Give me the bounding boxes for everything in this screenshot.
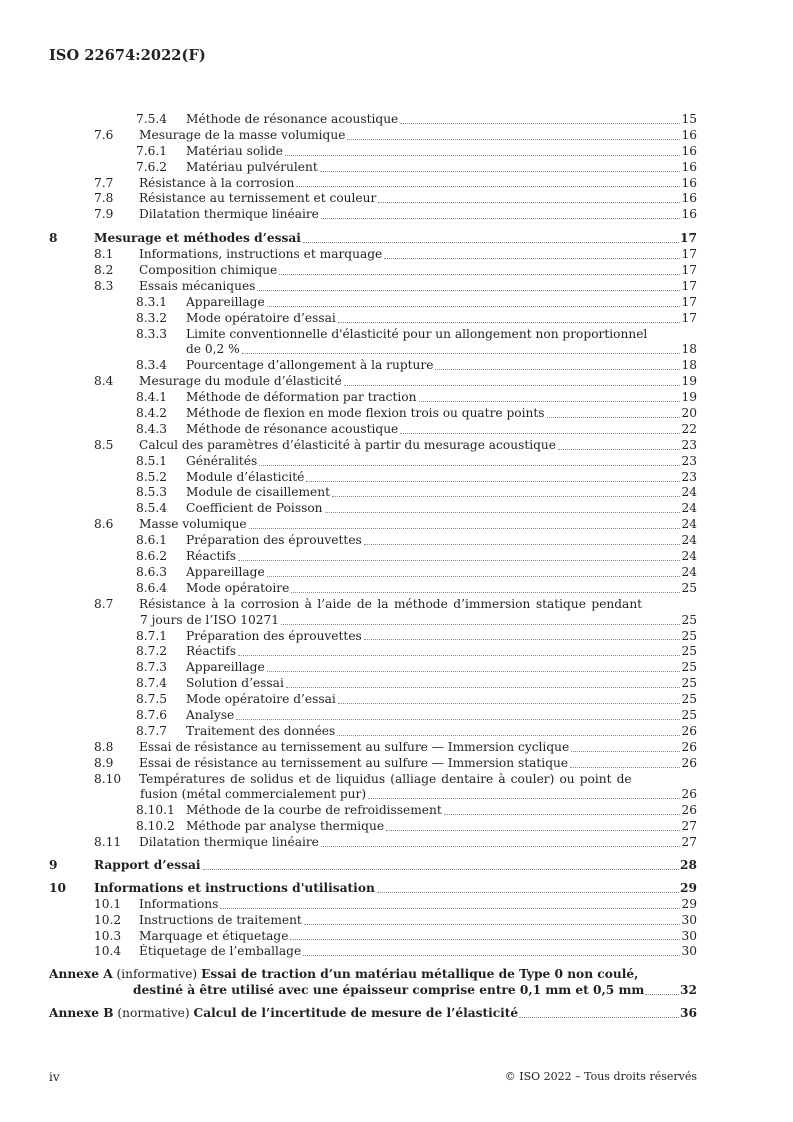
toc-entry-8-7-3[interactable] [49,660,697,676]
toc-title: Appareillage [186,660,265,675]
toc-number: 8.7.2 [136,644,168,659]
toc-title: Masse volumique [139,517,247,532]
toc-number: 8.4.1 [136,390,168,405]
toc-entry-8-7[interactable] [49,597,697,629]
toc-page: 27 [681,819,697,834]
toc-page: 24 [681,564,697,579]
toc-page: 19 [681,390,697,405]
toc-title: Résistance à la corrosion à l’aide de la méthode d’immersion statique pendant [139,596,643,611]
toc-number: 7.8 [94,191,114,206]
toc-title: Mode opératoire d’essai [186,310,336,325]
toc-entry-8-4-1[interactable] [49,390,697,406]
toc-entry-8-4[interactable] [49,374,697,390]
toc-entry-8-7-5[interactable] [49,692,697,708]
toc-entry-7-6-2[interactable] [49,160,697,176]
toc-title: Solution d’essai [186,676,284,691]
toc-page: 25 [681,612,697,627]
toc-title: Module d’élasticité [186,469,305,484]
dot-leader [558,448,681,450]
toc-number: 8.6.4 [136,580,168,595]
toc-page: 24 [681,549,697,564]
dot-leader [338,702,681,704]
toc-page: 20 [681,406,697,421]
toc-entry-7-9[interactable] [49,207,697,223]
dot-leader [377,891,679,893]
toc-entry-8-6-2[interactable] [49,549,697,565]
annex-title: Calcul de l’incertitude de mesure de l’élasticité [193,1006,519,1021]
dot-leader [257,289,680,291]
toc-title: Réactifs [186,644,237,659]
dot-leader [267,305,681,307]
dot-leader [547,416,681,418]
dot-leader [279,273,680,275]
dot-leader [419,400,681,402]
toc-title: Pourcentage d’allongement à la rupture [186,358,434,373]
toc-number: 10 [49,880,66,895]
dot-leader [203,868,679,870]
toc-page: 25 [681,644,697,659]
toc-page: 16 [681,207,697,222]
toc-number: 8.7.5 [136,692,168,707]
toc-page: 23 [681,437,697,452]
dot-leader [321,217,681,219]
toc-page: 25 [681,692,697,707]
toc-number: 7.6.2 [136,159,168,174]
dot-leader [320,170,681,172]
toc-page: 32 [680,983,697,998]
annex-label: Annexe A [49,967,113,982]
toc-title: Mesurage du module d’élasticité [139,374,342,389]
toc-page: 16 [681,143,697,158]
dot-leader [571,750,680,752]
dot-leader [378,201,680,203]
toc-title: Matériau solide [186,143,283,158]
dot-leader [364,543,681,545]
toc-number: 8.2 [94,263,114,277]
toc-page: 15 [681,111,697,126]
toc-title: Mode opératoire [186,580,290,595]
toc-entry-8-10[interactable] [49,772,697,804]
toc-entry-8-10-1[interactable] [49,803,697,819]
dot-leader [400,122,680,124]
toc-title: Traitement des données [186,723,336,738]
toc-page: 17 [681,294,697,309]
toc-page: 30 [681,912,697,927]
toc-number: 8.8 [94,739,114,754]
toc-number: 8.4.2 [136,406,168,421]
toc-title: Coefficient de Poisson [186,501,323,516]
dot-leader [249,527,681,529]
dot-leader [267,670,681,672]
toc-page: 29 [681,896,697,911]
toc-entry-7-7[interactable] [49,176,697,192]
toc-number: 10.3 [94,928,122,943]
dot-leader [347,138,680,140]
toc-entry-8-4-2[interactable] [49,406,697,422]
toc-page: 17 [681,263,697,277]
toc-entry-8-2[interactable] [49,263,697,279]
toc-title: Essais mécaniques [139,278,256,293]
toc-entry-8-3-2[interactable] [49,311,697,327]
toc-entry-8-7-1[interactable] [49,629,697,645]
toc-entry-8-1[interactable] [49,247,697,263]
dot-leader [304,923,681,925]
toc-number: 8.6 [94,517,114,532]
toc-title: Marquage et étiquetage [139,928,289,943]
toc-title: Mesurage de la masse volumique [139,127,346,142]
dot-leader [645,993,679,995]
dot-leader [285,154,681,156]
toc-entry-10[interactable] [49,881,697,897]
copyright-notice: © ISO 2022 – Tous droits réservés [504,1070,697,1083]
toc-title: Matériau pulvérulent [186,159,318,174]
toc-number: 7.5.4 [136,111,168,126]
toc-number: 8.6.2 [136,549,168,564]
toc-entry-8-6-3[interactable] [49,565,697,581]
toc-page: 24 [681,517,697,532]
toc-title: Informations [139,896,219,911]
toc-number: 8.10.2 [136,819,175,834]
annex-kind: (normative) [117,1006,190,1021]
toc-title: Méthode de résonance acoustique [186,111,399,126]
toc-number: 7.6.1 [136,143,168,158]
toc-page: 17 [681,278,697,293]
dot-leader [384,257,680,259]
toc-entry-annex-a[interactable] [49,967,697,999]
toc-entry-8-5-2[interactable] [49,470,697,486]
toc-number: 8.7 [94,596,114,611]
toc-entry-7-5-4[interactable] [49,112,697,128]
toc-number: 8.10.1 [136,803,175,818]
toc-title: Appareillage [186,564,265,579]
toc-title: Méthode de la courbe de refroidissement [186,803,442,818]
toc-number: 8.3 [94,278,114,293]
toc-number: 10.4 [94,944,122,959]
toc-entry-8-5[interactable] [49,438,697,454]
toc-number: 8.5.3 [136,485,168,500]
toc-page: 26 [681,755,697,770]
toc-entry-8-5-4[interactable] [49,501,697,517]
toc-page: 18 [681,358,697,373]
toc-page: 24 [681,533,697,548]
toc-page: 16 [681,175,697,190]
toc-number: 8.3.4 [136,358,168,373]
dot-leader [386,829,680,831]
toc-title: Préparation des éprouvettes [186,628,362,643]
toc-title: Appareillage [186,294,265,309]
dot-leader [519,1016,679,1018]
toc-title: Mode opératoire d’essai [186,692,336,707]
toc-page: 25 [681,707,697,722]
toc-number: 8.9 [94,755,114,770]
toc-title: Composition chimique [139,263,278,277]
toc-entry-8-3-3[interactable] [49,327,697,359]
dot-leader [364,638,681,640]
dot-leader [303,241,679,243]
document-id: ISO 22674:2022(F) [49,47,206,64]
toc-page: 24 [681,485,697,500]
toc-page: 24 [681,501,697,516]
toc-entry-8-7-6[interactable] [49,708,697,724]
dot-leader [332,495,680,497]
toc-number: 8.3.1 [136,294,168,309]
toc-number: 8.4.3 [136,421,168,436]
toc-number: 8.11 [94,835,122,850]
toc-page: 18 [681,342,697,357]
toc-title: Informations, instructions et marquage [139,247,383,262]
toc-entry-annex-b[interactable] [49,1006,697,1022]
toc-title: Réactifs [186,549,237,564]
toc-title: Rapport d’essai [94,858,201,872]
toc-entry-8-6-4[interactable] [49,581,697,597]
dot-leader [321,845,681,847]
dot-leader [267,575,681,577]
toc-number: 8.5.2 [136,469,168,484]
toc-page: 16 [681,159,697,174]
toc-page: 36 [680,1006,697,1021]
dot-leader [296,185,680,187]
toc-page: 25 [681,628,697,643]
toc-number: 7.7 [94,175,114,190]
dot-leader [236,718,680,720]
toc-number: 8.6.3 [136,564,168,579]
toc-number: 8.4 [94,374,114,389]
toc-entry-8-3[interactable] [49,279,697,295]
toc-entry-7-6-1[interactable] [49,144,697,160]
toc-title-continued: de 0,2 % [186,342,240,357]
toc-page: 16 [681,191,697,206]
toc-title: Dilatation thermique linéaire [139,207,319,222]
annex-title-continued: destiné à être utilisé avec une épaisseur comprise entre 0,1 mm et 0,5 mm [133,983,645,998]
toc-page: 28 [680,858,697,872]
toc-entry-8-9[interactable] [49,756,697,772]
toc-entry-9[interactable] [49,858,697,874]
table-of-contents [49,112,697,1022]
dot-leader [238,654,680,656]
toc-page: 19 [681,374,697,389]
dot-leader [344,384,681,386]
dot-leader [337,734,680,736]
dot-leader [290,938,680,940]
toc-number: 7.9 [94,207,114,222]
dot-leader [306,480,680,482]
toc-number: 8.10 [94,771,122,786]
toc-entry-7-8[interactable] [49,191,697,207]
toc-entry-10-2[interactable] [49,913,697,929]
toc-title: Calcul des paramètres d’élasticité à partir du mesurage acoustique [139,437,556,452]
toc-title: Étiquetage de l’emballage [139,944,302,959]
toc-number: 8.7.3 [136,660,168,675]
toc-number: 8.7.1 [136,628,168,643]
toc-entry-10-1[interactable] [49,897,697,913]
toc-number: 7.6 [94,127,114,142]
toc-title: Mesurage et méthodes d’essai [94,231,301,246]
toc-page: 27 [681,835,697,850]
dot-leader [242,352,681,354]
toc-page: 25 [681,676,697,691]
toc-entry-8[interactable] [49,231,697,247]
toc-page: 23 [681,453,697,468]
toc-number: 8.6.1 [136,533,168,548]
toc-page: 25 [681,660,697,675]
dot-leader [435,368,680,370]
toc-entry-8-7-4[interactable] [49,676,697,692]
toc-title: Résistance au ternissement et couleur [139,191,377,206]
toc-title: Analyse [186,707,235,722]
toc-page: 22 [681,421,697,436]
toc-page: 26 [681,723,697,738]
toc-page: 29 [680,880,697,895]
toc-number: 8.5.1 [136,453,168,468]
toc-number: 8.5.4 [136,501,168,516]
toc-entry-8-10-2[interactable] [49,819,697,835]
dot-leader [238,559,680,561]
toc-entry-10-4[interactable] [49,944,697,960]
annex-label: Annexe B [49,1006,114,1021]
toc-page: 16 [681,127,697,142]
toc-title: Préparation des éprouvettes [186,533,362,548]
toc-number: 8.3.3 [136,326,168,341]
toc-number: 9 [49,858,58,872]
dot-leader [291,591,680,593]
toc-title: Limite conventionnelle d'élasticité pour un allongement non proportionnel [186,326,648,341]
toc-entry-10-3[interactable] [49,929,697,945]
toc-page: 17 [680,231,697,246]
toc-entry-8-3-1[interactable] [49,295,697,311]
toc-entry-8-7-7[interactable] [49,724,697,740]
toc-entry-7-6[interactable] [49,128,697,144]
dot-leader [220,907,680,909]
dot-leader [400,432,680,434]
toc-page: 26 [681,787,697,802]
toc-title: Essai de résistance au ternissement au sulfure — Immersion statique [139,755,569,770]
toc-page: 17 [681,310,697,325]
toc-entry-8-8[interactable] [49,740,697,756]
toc-entry-8-7-2[interactable] [49,644,697,660]
toc-page: 30 [681,944,697,959]
toc-title: Températures de solidus et de liquidus (alliage dentaire à couler) ou point de [139,771,632,786]
toc-title-continued: fusion (métal commercialement pur) [140,787,367,802]
toc-entry-8-11[interactable] [49,835,697,851]
toc-title: Instructions de traitement [139,912,302,927]
toc-title: Généralités [186,453,258,468]
toc-title: Méthode de flexion en mode flexion trois ou quatre points [186,406,545,421]
toc-title: Dilatation thermique linéaire [139,835,319,850]
toc-page: 26 [681,803,697,818]
toc-page: 26 [681,739,697,754]
toc-number: 8.3.2 [136,310,168,325]
toc-entry-8-6[interactable] [49,517,697,533]
dot-leader [281,623,680,625]
toc-title: Module de cisaillement [186,485,331,500]
annex-title: Essai de traction d’un matériau métallique de Type 0 non coulé, [201,967,639,982]
dot-leader [325,511,681,513]
toc-page: 17 [681,247,697,262]
dot-leader [368,797,680,799]
toc-number: 8 [49,231,58,246]
toc-title: Essai de résistance au ternissement au sulfure — Immersion cyclique [139,739,570,754]
toc-title: Méthode par analyse thermique [186,819,385,834]
toc-entry-8-6-1[interactable] [49,533,697,549]
dot-leader [286,686,681,688]
toc-number: 8.7.7 [136,723,168,738]
toc-title: Informations et instructions d'utilisation [94,880,375,895]
toc-number: 8.5 [94,437,114,452]
toc-entry-8-5-3[interactable] [49,486,697,502]
toc-page: 30 [681,928,697,943]
dot-leader [570,766,680,768]
toc-number: 8.7.6 [136,707,168,722]
dot-leader [444,813,681,815]
toc-entry-8-5-1[interactable] [49,454,697,470]
toc-title: Résistance à la corrosion [139,175,295,190]
dot-leader [338,321,681,323]
annex-kind: (informative) [116,967,198,982]
toc-title: Méthode de résonance acoustique [186,421,399,436]
toc-number: 10.1 [94,896,122,911]
toc-number: 8.1 [94,247,114,262]
toc-title-continued: 7 jours de l’ISO 10271 [140,612,280,627]
toc-page: 23 [681,469,697,484]
dot-leader [303,954,680,956]
dot-leader [259,464,680,466]
toc-entry-8-4-3[interactable] [49,422,697,438]
toc-page: 25 [681,580,697,595]
page-number: iv [49,1070,60,1084]
toc-number: 8.7.4 [136,676,168,691]
toc-title: Méthode de déformation par traction [186,390,417,405]
toc-number: 10.2 [94,912,122,927]
toc-entry-8-3-4[interactable] [49,358,697,374]
